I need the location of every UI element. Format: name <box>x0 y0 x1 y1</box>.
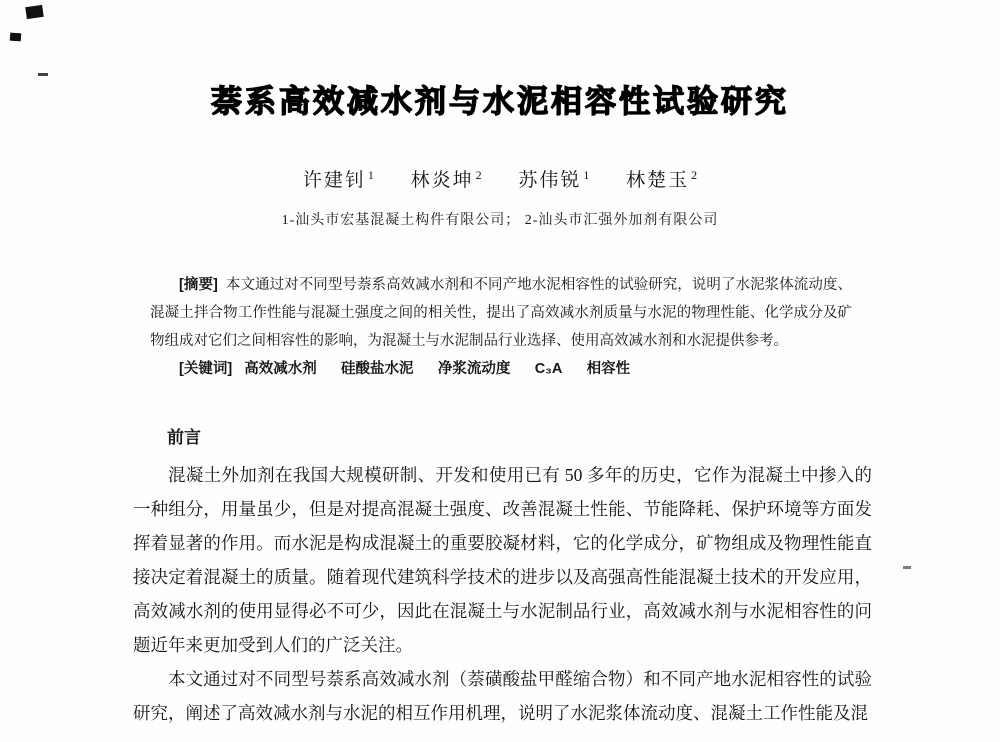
abstract-text <box>150 271 852 355</box>
keyword: 硅酸盐水泥 <box>341 361 414 377</box>
author-name: 林炎坤 <box>410 170 474 191</box>
paper-title: 萘系高效减水剂与水泥相容性试验研究 <box>211 84 789 119</box>
keywords-label: [关键词] <box>179 361 233 377</box>
author <box>410 167 482 191</box>
author <box>302 167 374 191</box>
keywords-line <box>150 355 852 383</box>
author-name: 苏伟锐 <box>518 170 582 191</box>
author-affiliation-marker: 2 <box>691 167 698 182</box>
abstract-label: [摘要] <box>179 277 218 293</box>
keyword: 净浆流动度 <box>437 361 511 377</box>
abstract-paragraph <box>150 271 852 355</box>
keyword: C₃A <box>534 361 563 377</box>
abstract-body: 本文通过对不同型号萘系高效减水剂和不同产地水泥相容性的试验研究，说明了水泥浆体流动度、混凝土拌合物工作性能与混凝土强度之间的相关性，提出了高效减水剂质量与水泥的物理性能、化学成分及矿物组成对它们之间相容性的影响，为混凝土与水泥制品行业选择、使用高效减水剂和水泥提供参考。 <box>150 277 852 349</box>
scan-artifact <box>38 73 48 76</box>
author-name: 林楚玉 <box>626 170 690 191</box>
author-name: 许建钊 <box>302 170 366 191</box>
scan-artifact <box>25 5 44 19</box>
author-affiliation-marker: 1 <box>367 167 374 182</box>
keyword: 高效减水剂 <box>244 361 317 377</box>
author-affiliation-marker: 2 <box>475 167 482 182</box>
body-paragraph-1: 混凝土外加剂在我国大规模研制、开发和使用已有 50 多年的历史，它作为混凝土中掺入的一种组分，用量虽少，但是对提高混凝土强度、改善混凝土性能、节能降耗、保护环境等方面发挥着显著的作用。而水泥是构成混凝土的重要胶凝材料，它的化学成分，矿物组成及物理性能直接决定着混凝土的质量。随着现代建筑科学技术的进步以及高强高性能混凝土技术的开发应用，高效减水剂的使用显得必不可少，因此在混凝土与水泥制品行业，高效减水剂与水泥相容性的问题近年来更加受到人们的广泛关注。 <box>133 465 872 655</box>
keyword: 相容性 <box>586 361 631 377</box>
affiliation-line: 1-汕头市宏基混凝土构件有限公司； 2-汕头市汇强外加剂有限公司 <box>281 213 719 228</box>
body-paragraph-2-truncated: 本文通过对不同型号萘系高效减水剂（萘磺酸盐甲醛缩合物）和不同产地水泥相容性的试验研究，阐述了高效减水剂与水泥的相互作用机理，说明了水泥浆体流动度、混凝土工作性能及混 <box>133 669 872 723</box>
author <box>626 167 698 191</box>
scan-artifact <box>903 566 911 569</box>
author-line <box>0 165 1000 192</box>
section-heading-foreword: 前言 <box>167 428 201 447</box>
author-affiliation-marker: 1 <box>583 167 590 182</box>
author <box>518 167 590 191</box>
scan-artifact <box>10 33 22 42</box>
